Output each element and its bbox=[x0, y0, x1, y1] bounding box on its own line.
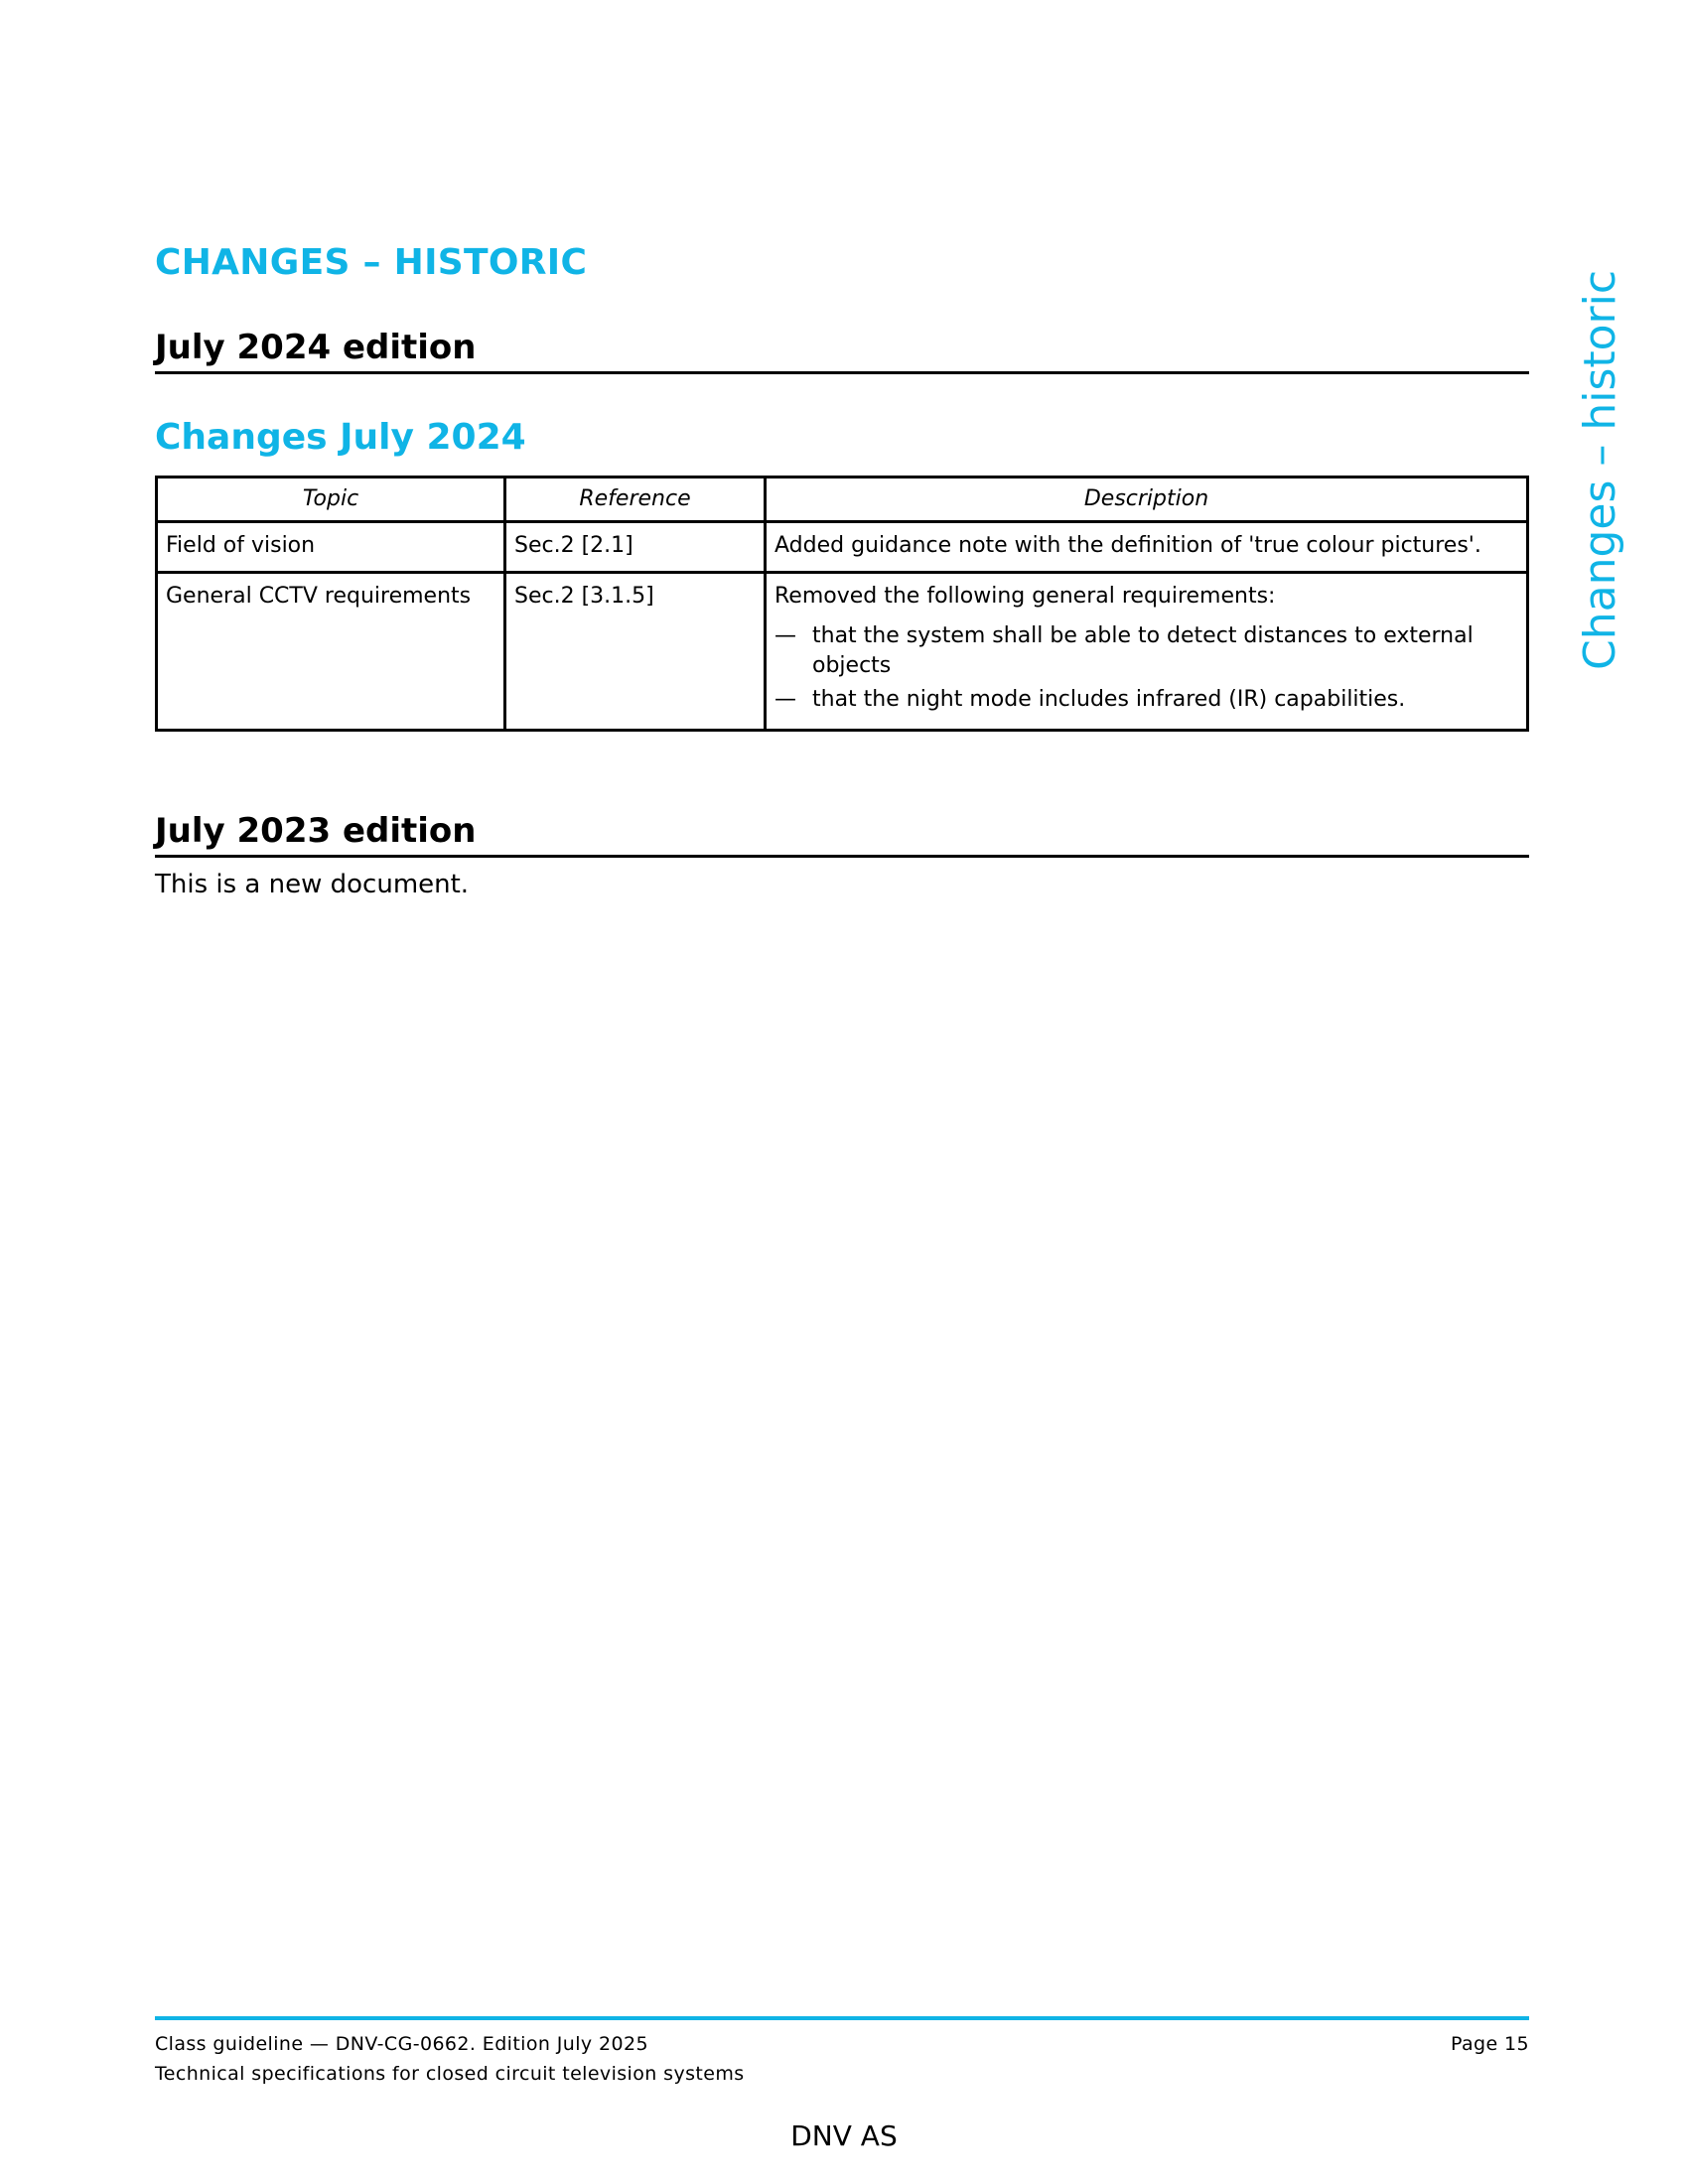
cell-topic: Field of vision bbox=[157, 522, 505, 573]
cell-reference: Sec.2 [2.1] bbox=[505, 522, 766, 573]
cell-topic: General CCTV requirements bbox=[157, 573, 505, 731]
edition-2023-text: This is a new document. bbox=[155, 870, 470, 899]
requirements-list bbox=[774, 621, 1518, 715]
main-heading: CHANGES – HISTORIC bbox=[155, 242, 588, 283]
dash-marker: — bbox=[774, 623, 796, 648]
list-item-text: that the system shall be able to detect distances to external objects bbox=[812, 623, 1474, 678]
header-description: Description bbox=[766, 478, 1528, 522]
cell-description: Added guidance note with the definition of 'true colour pictures'. bbox=[766, 522, 1528, 573]
table-header-row bbox=[157, 478, 1528, 522]
changes-2024-heading: Changes July 2024 bbox=[155, 417, 526, 458]
footer-document-info bbox=[155, 2029, 745, 2089]
footer-line-1: Class guideline — DNV-CG-0662. Edition July 2025 bbox=[155, 2033, 648, 2055]
page-number: Page 15 bbox=[1450, 2033, 1529, 2055]
side-section-title: Changes – historic bbox=[1575, 269, 1625, 670]
table-row bbox=[157, 573, 1528, 731]
footer-divider bbox=[155, 2016, 1529, 2020]
table-row bbox=[157, 522, 1528, 573]
footer-line-2: Technical specifications for closed circuit television systems bbox=[155, 2063, 745, 2085]
description-intro: Removed the following general requirements: bbox=[774, 584, 1276, 609]
list-item-text: that the night mode includes infrared (IR) capabilities. bbox=[812, 687, 1406, 712]
cell-description bbox=[766, 573, 1528, 731]
list-item bbox=[774, 685, 1518, 715]
header-topic: Topic bbox=[157, 478, 505, 522]
cell-reference: Sec.2 [3.1.5] bbox=[505, 573, 766, 731]
dash-marker: — bbox=[774, 687, 796, 712]
edition-2024-heading: July 2024 edition bbox=[155, 328, 1529, 374]
list-item bbox=[774, 621, 1518, 681]
changes-table bbox=[155, 476, 1529, 732]
publisher-name: DNV AS bbox=[790, 2119, 898, 2152]
edition-2023-heading: July 2023 edition bbox=[155, 811, 1529, 858]
header-reference: Reference bbox=[505, 478, 766, 522]
